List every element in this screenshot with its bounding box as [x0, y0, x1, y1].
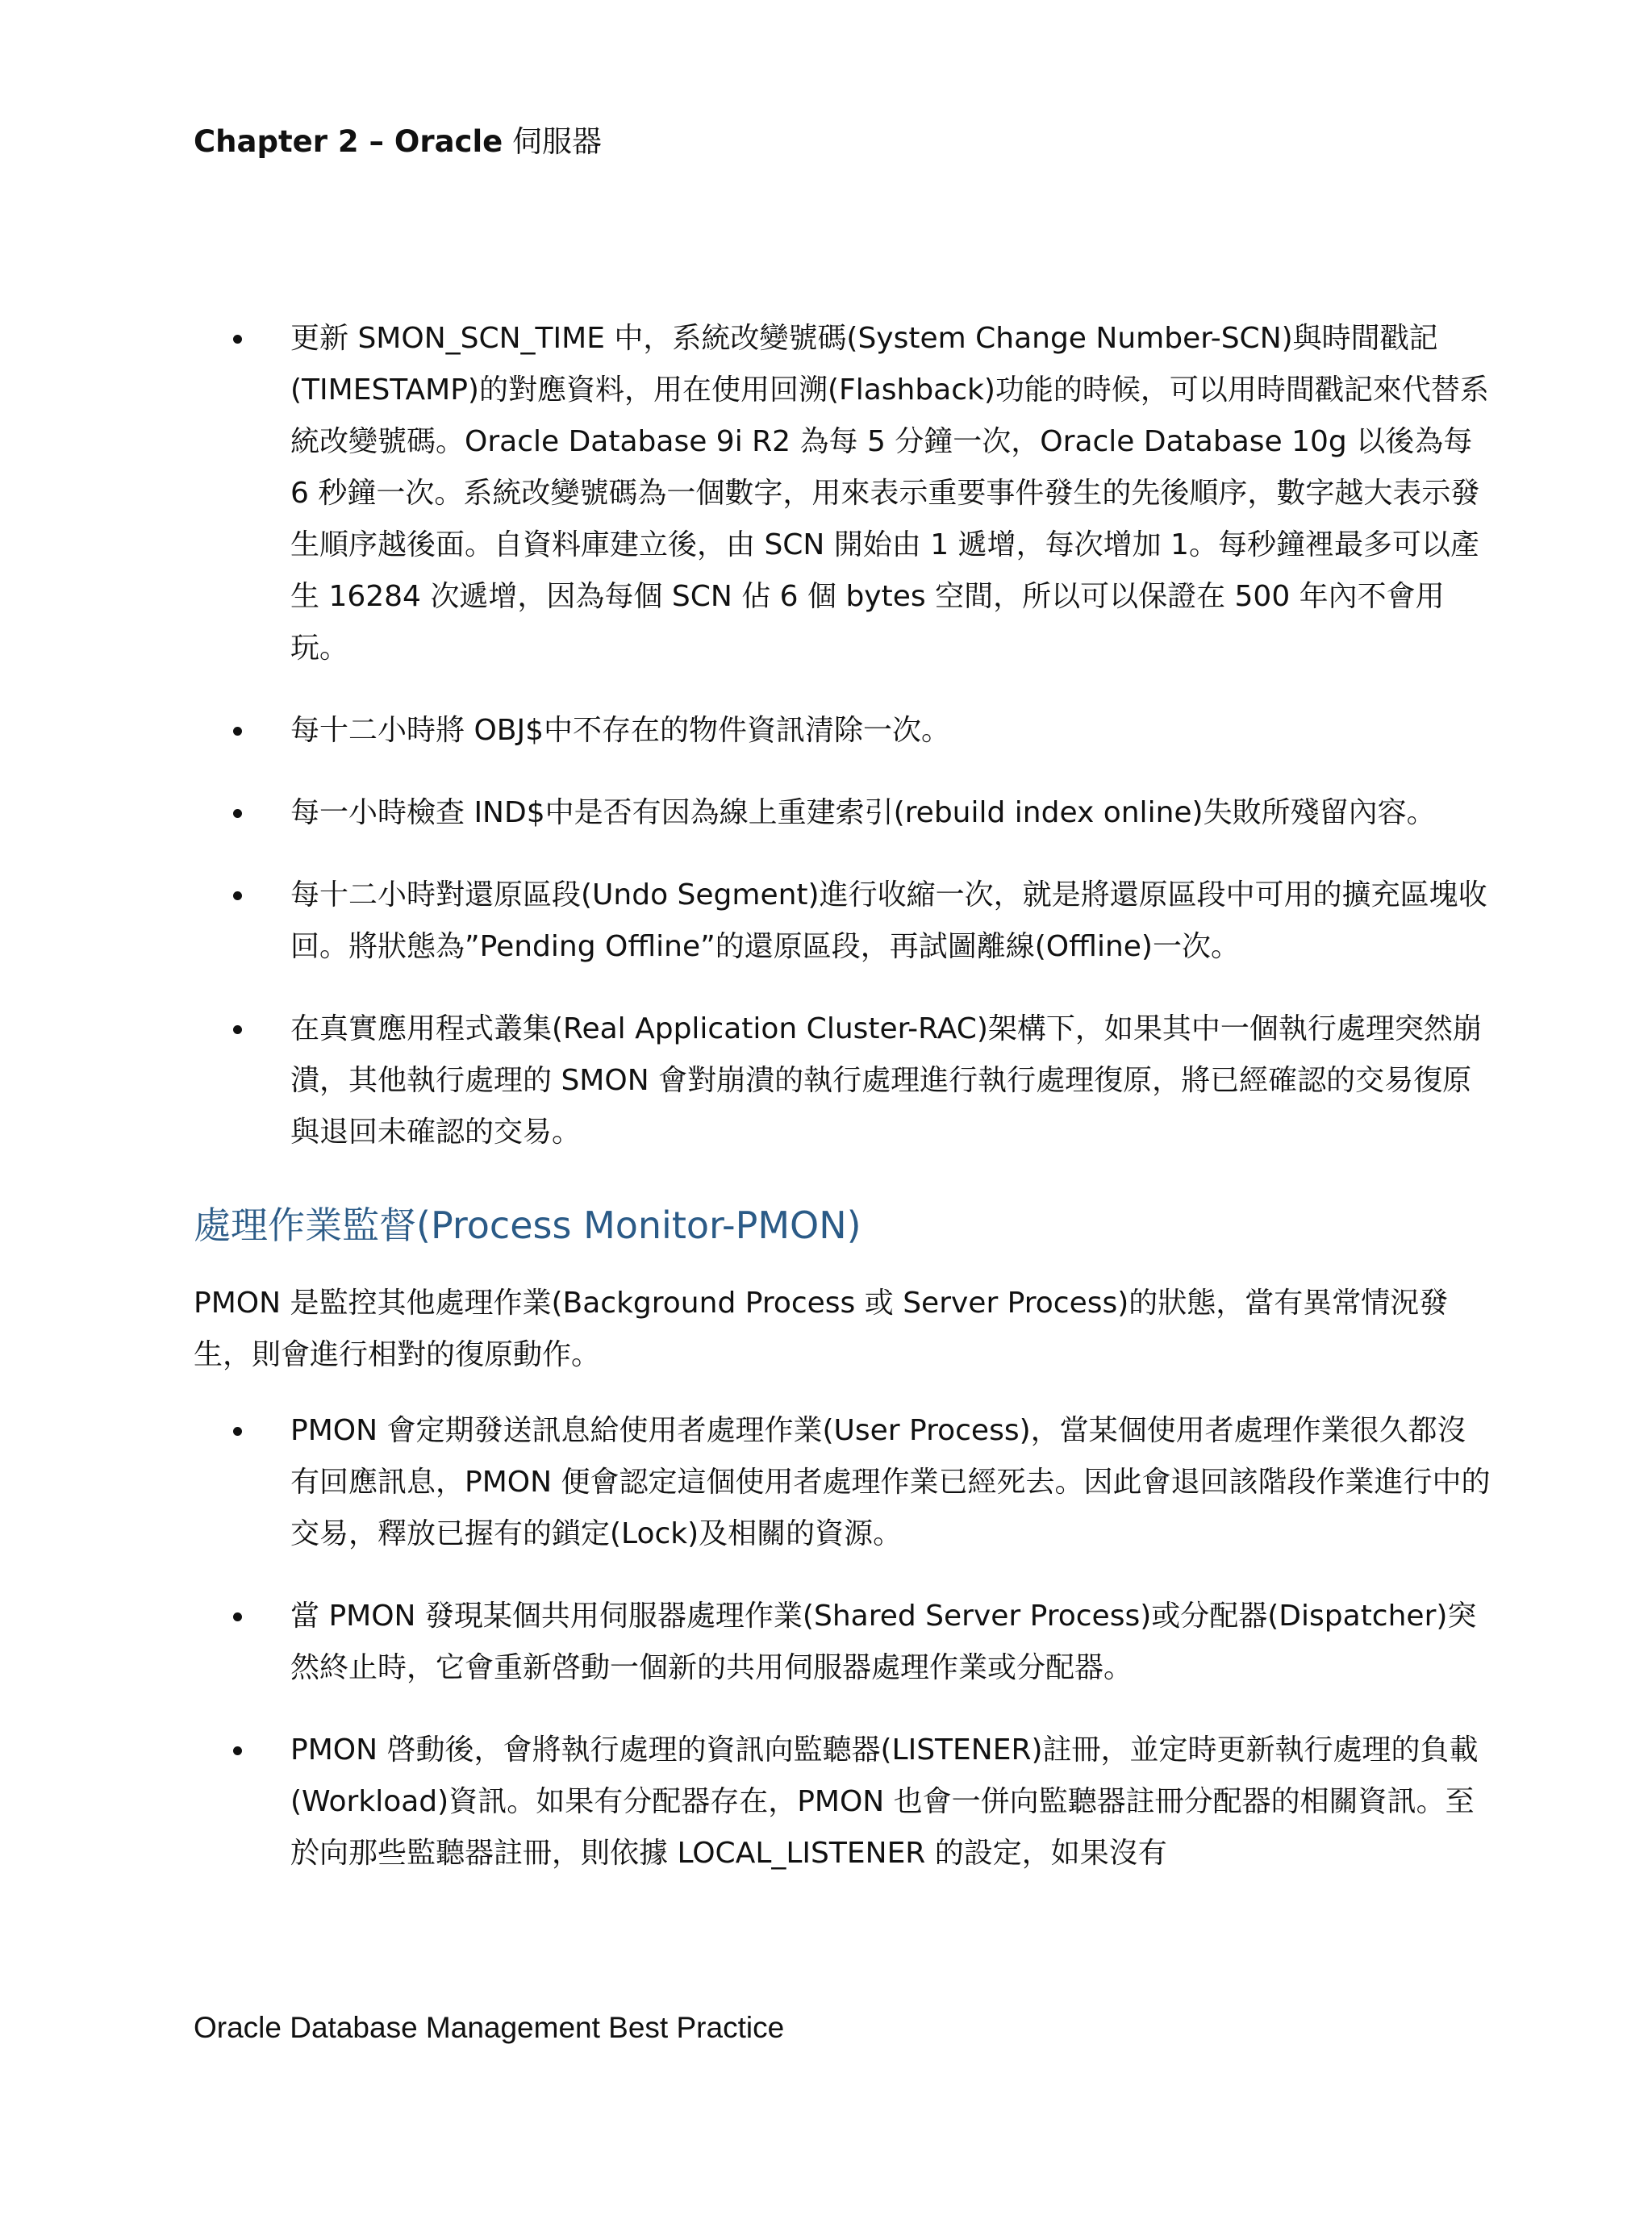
- list-item: [194, 870, 1492, 973]
- page-footer: Oracle Database Management Best Practice: [194, 2011, 785, 2044]
- list-item-text: 每一小時檢查 IND$中是否有因為線上重建索引(rebuild index online)失敗所殘留內容。: [290, 796, 1436, 829]
- bullet-icon: [233, 809, 242, 818]
- smon-task-list: [194, 313, 1492, 1158]
- chapter-cjk-label: 伺服器: [512, 124, 603, 159]
- main-content: [194, 313, 1492, 1910]
- list-item-text: PMON 啓動後，會將執行處理的資訊向監聽器(LISTENER)註冊，並定時更新執行處理的負載(Workload)資訊。如果有分配器存在，PMON 也會一併向監聽器註冊分配器的相關資訊。至於向那些監聽器註冊，則依據 LOCAL_LISTENER 的設定，如果沒有: [290, 1733, 1479, 1870]
- list-item: [194, 705, 1492, 757]
- list-item: [194, 1725, 1492, 1879]
- bullet-icon: [233, 1025, 242, 1034]
- list-item-text: 當 PMON 發現某個共用伺服器處理作業(Shared Server Process)或分配器(Dispatcher)突然終止時，它會重新啓動一個新的共用伺服器處理作業或分配器。: [290, 1600, 1477, 1684]
- list-item: [194, 313, 1492, 674]
- bullet-icon: [233, 1746, 242, 1755]
- list-item: [194, 1591, 1492, 1694]
- list-item-text: PMON 會定期發送訊息給使用者處理作業(User Process)，當某個使用者處理作業很久都沒有回應訊息，PMON 便會認定這個使用者處理作業已經死去。因此會退回該階段作業進行中的交易，釋放已握有的鎖定(Lock)及相關的資源。: [290, 1414, 1491, 1550]
- bullet-icon: [233, 1612, 242, 1621]
- pmon-intro-paragraph: PMON 是監控其他處理作業(Background Process 或 Server Process)的狀態，當有異常情況發生，則會進行相對的復原動作。: [194, 1287, 1449, 1371]
- list-item-text: 更新 SMON_SCN_TIME 中，系統改變號碼(System Change Number-SCN)與時間戳記(TIMESTAMP)的對應資料，用在使用回溯(Flashback)功能的時候，可以用時間戳記來代替系統改變號碼。Oracle Database 9i R2 為每 5 分鐘一次，Oracle Database 10g 以後為每 6 秒鐘一次。系統改變號碼為一個數字，用來表示重要事件發生的先後順序，數字越大表示發生順序越後面。自資料庫建立後，由 SCN 開始由 1 遞增，每次增加 1。每秒鐘裡最多可以產生 16284 次遞增，因為每個 SCN 佔 6 個 bytes 空間，所以可以保證在 500 年內不會用玩。: [290, 322, 1489, 665]
- bullet-icon: [233, 1427, 242, 1436]
- list-item: [194, 1003, 1492, 1158]
- list-item: [194, 787, 1492, 839]
- pmon-task-list: [194, 1405, 1492, 1879]
- list-item-text: 每十二小時將 OBJ$中不存在的物件資訊清除一次。: [290, 714, 950, 747]
- page-header: [194, 119, 602, 165]
- list-item-text: 在真實應用程式叢集(Real Application Cluster-RAC)架構下，如果其中一個執行處理突然崩潰，其他執行處理的 SMON 會對崩潰的執行處理進行執行處理復原，將已經確認的交易復原與退回未確認的交易。: [290, 1012, 1482, 1149]
- bullet-icon: [233, 727, 242, 736]
- list-item-text: 每十二小時對還原區段(Undo Segment)進行收縮一次，就是將還原區段中可用的擴充區塊收回。將狀態為”Pending Offline”的還原區段，再試圖離線(Offline)一次。: [290, 878, 1487, 963]
- bullet-icon: [233, 891, 242, 900]
- chapter-label: Chapter 2 – Oracle: [194, 124, 503, 159]
- bullet-icon: [233, 335, 242, 344]
- list-item: [194, 1405, 1492, 1560]
- pmon-section-heading: 處理作業監督(Process Monitor-PMON): [194, 1204, 861, 1247]
